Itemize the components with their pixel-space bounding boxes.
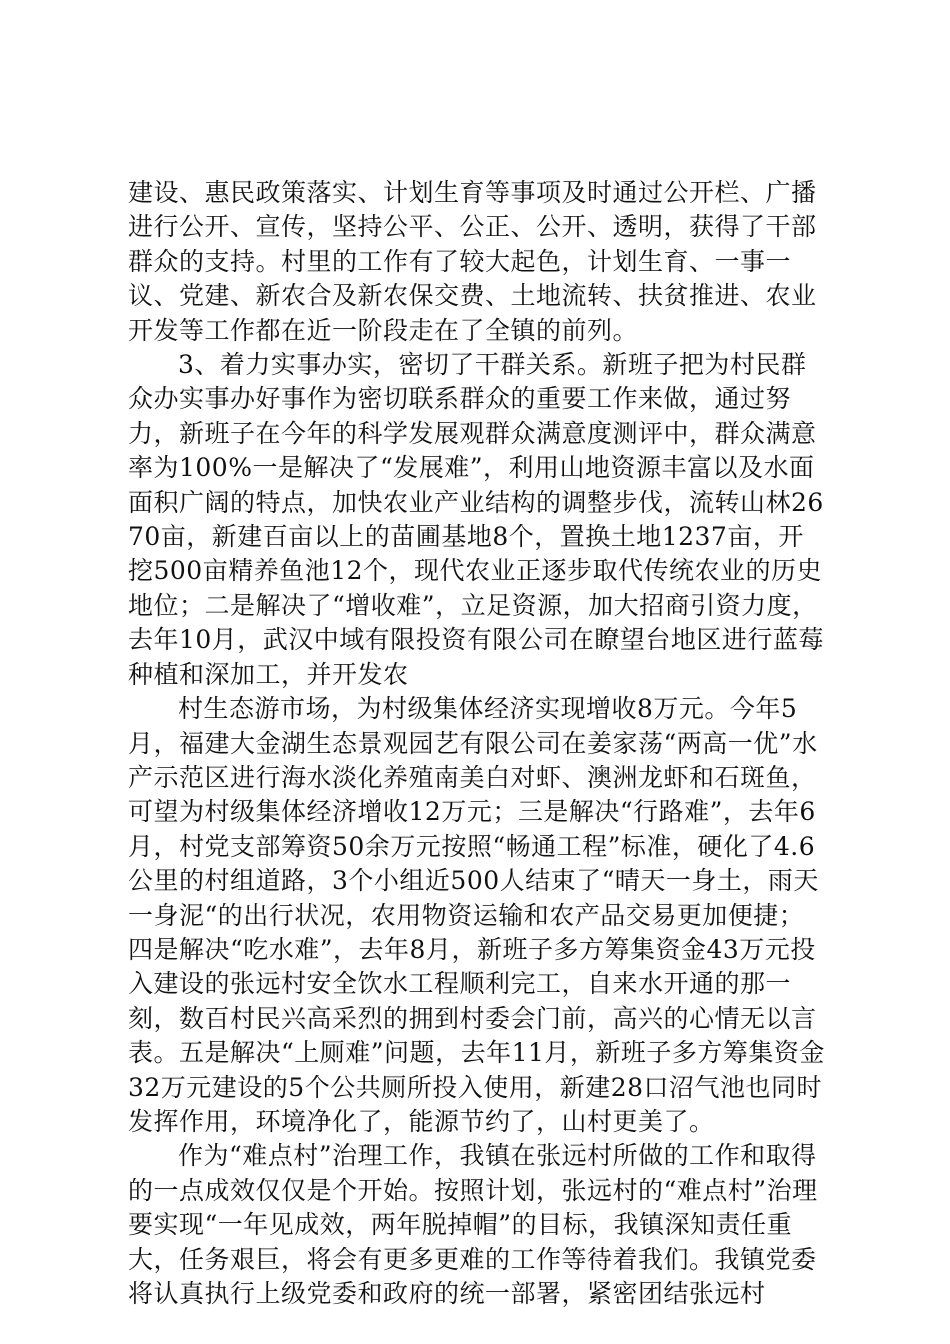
paragraph-continuation: 建设、惠民政策落实、计划生育等事项及时通过公开栏、广播进行公开、宣传，坚持公平、公正、公开、透明，获得了干部群众的支持。村里的工作有了较大起色，计划生育、一事一议、党建、新农合及新农保交费、土地流转、扶贫推进、农业开发等工作都在近一阶段走在了全镇的前列。 — [128, 178, 817, 345]
paragraph-ecotourism: 村生态游市场，为村级集体经济实现增收8万元。今年5月，福建大金湖生态景观园艺有限公司在姜家荡“两高一优”水产示范区进行海水淡化养殖南美白对虾、澳洲龙虾和石斑鱼，可望为村级集体经济增收12万元；三是解决“行路难”，去年6月，村党支部筹资50余万元按照“畅通工程”标准，硬化了4.6公里的村组道路，3个小组近500人结束了“晴天一身土，雨天一身泥“的出行状况，农用物资运输和农产品交易更加便捷；四是解决“吃水难”，去年8月，新班子多方筹集资金43万元投入建设的张远村安全饮水工程顺利完工，自来水开通的那一刻，数百村民兴高采烈的拥到村委会门前，高兴的心情无以言表。五是解决“上厕难”问题，去年11月，新班子多方筹集资金32万元建设的5个公共厕所投入使用，新建28口沼气池也同时发挥作用，环境净化了，能源节约了，山村更美了。 — [128, 694, 825, 1136]
document-body — [128, 176, 828, 1311]
paragraph-item-3: 3、着力实事办实，密切了干群关系。新班子把为村民群众办实事办好事作为密切联系群众的重要工作来做，通过努力，新班子在今年的科学发展观群众满意度测评中，群众满意率为100%一是解决了“发展难”，利用山地资源丰富以及水面面积广阔的特点，加快农业产业结构的调整步伐，流转山林2670亩，新建百亩以上的苗圃基地8个，置换土地1237亩，开挖500亩精养鱼池12个，现代农业正逐步取代传统农业的历史地位；二是解决了“增收难”，立足资源，加大招商引资力度，去年10月，武汉中域有限投资有限公司在瞭望台地区进行蓝莓种植和深加工，并开发农 — [128, 350, 824, 689]
paragraph-conclusion: 作为“难点村”治理工作，我镇在张远村所做的工作和取得的一点成效仅仅是个开始。按照计划，张远村的“难点村”治理要实现“一年见成效，两年脱掉帽”的目标，我镇深知责任重大，任务艰巨，将会有更多更难的工作等待着我们。我镇党委将认真执行上级党委和政府的统一部署，紧密团结张远村 — [128, 1141, 818, 1308]
